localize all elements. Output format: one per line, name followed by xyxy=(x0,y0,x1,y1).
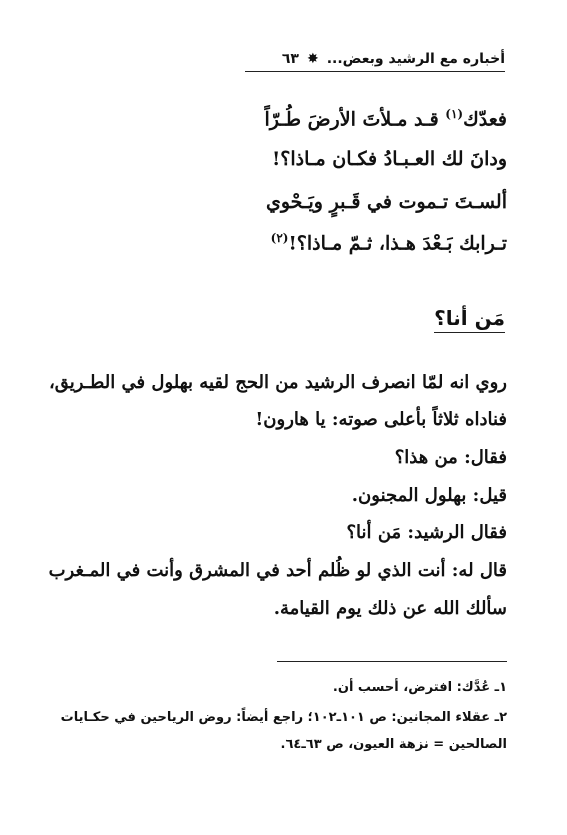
running-title: أخباره مع الرشيد وبعض... xyxy=(326,51,505,67)
poem-line-1-end: قـد مـلأتَ الأرضَ طُـرّاً xyxy=(264,108,446,131)
footnote-divider xyxy=(277,661,507,662)
footnote-1: ١ـ عُدَّك: افترض، أحسب أن. xyxy=(332,680,507,695)
poem-line-3: ألسـتَ تـموت في قَـبرٍ ويَـحْوي xyxy=(265,191,507,213)
body-line-4: قيل: بهلول المجنون. xyxy=(351,485,507,506)
section-title: مَن أنا؟ xyxy=(434,306,505,333)
poem-line-1-start: فعدّك xyxy=(463,108,507,131)
body-line-5: فقال الرشيد: مَن أنا؟ xyxy=(346,522,507,543)
body-line-7: سألك الله عن ذلك يوم القيامة. xyxy=(273,598,507,619)
page-number: ٦٣ xyxy=(281,51,299,67)
poem-line-4 xyxy=(60,226,507,255)
body-line-3: فقال: من هذا؟ xyxy=(394,447,507,468)
body-line-6: قال له: أنت الذي لو ظُلم أحد في المشرق وأنت في المـغرب xyxy=(48,560,507,581)
poem-line-4-text: تـرابك بَـعْدَ هـذا، ثـمّ مـاذا؟! xyxy=(288,232,507,255)
body-line-2: فناداه ثلاثاً بأعلى صوته: يا هارون! xyxy=(255,409,507,430)
body-line-1: روي انه لمّا انصرف الرشيد من الحج لقيه بهلول في الطـريق، xyxy=(48,372,507,393)
running-header xyxy=(245,38,505,72)
star-ornament-icon: ✸ xyxy=(306,51,319,67)
footnote-2-line-2: الصالحين = نزهة العيون، ص ٦٣ـ٦٤. xyxy=(280,737,507,752)
footnote-ref-2: (٢) xyxy=(270,231,289,245)
footnote-ref-1: (١) xyxy=(445,107,464,121)
poem-line-1 xyxy=(60,102,507,131)
poem-line-2: ودانَ لك العـبـادُ فكـان مـاذا؟! xyxy=(271,148,507,170)
footnote-2-line-1: ٢ـ عقلاء المجانين: ص ١٠١ـ١٠٢؛ راجع أيضاً: روض الرياحين في حكـايات xyxy=(60,710,507,725)
